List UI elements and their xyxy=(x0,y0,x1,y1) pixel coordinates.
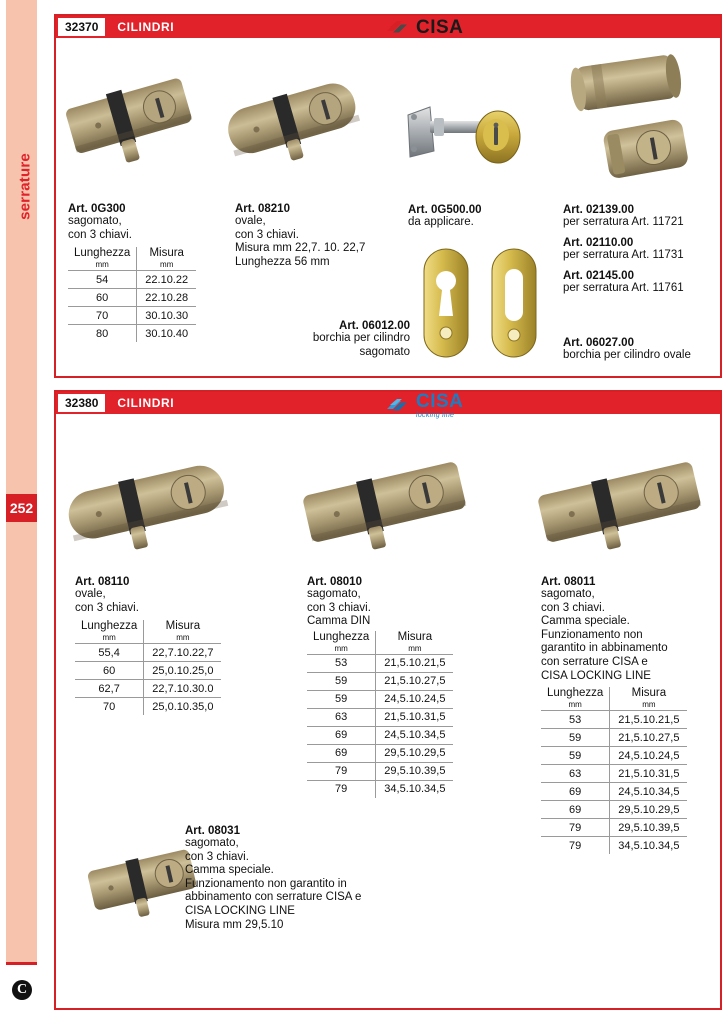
product-art-code: Art. 0G500.00 xyxy=(408,204,482,216)
product-art-code: Art. 08011 xyxy=(541,576,596,588)
cisa-mark-icon xyxy=(385,20,411,36)
product-image-0g300 xyxy=(62,60,202,180)
product-art-code: Art. 08210 xyxy=(235,203,290,215)
table-row: 63 21,5.10.31,5 xyxy=(307,708,453,726)
table-row: 59 24,5.10.24,5 xyxy=(307,690,453,708)
product-art-code: Art. 06027.00 xyxy=(563,337,634,349)
product-image-08031 xyxy=(86,820,196,940)
table-row: 55,4 22,7.10.22,7 xyxy=(75,644,221,662)
table-row: 54 22.10.22 xyxy=(68,271,196,289)
table-row: 62,7 22,7.10.30.0 xyxy=(75,680,221,698)
product-block-02110 xyxy=(563,237,684,263)
page-number-badge: 252 xyxy=(6,494,37,522)
col-header-misura: Misura mm xyxy=(144,620,222,644)
table-row: 70 25,0.10.35,0 xyxy=(75,698,221,716)
product-desc-line: ovale, xyxy=(235,215,266,227)
product-block-0g300 xyxy=(68,203,196,342)
product-art-code: Art. 02110.00 xyxy=(563,237,634,249)
spec-table-0g300 xyxy=(68,247,196,342)
table-row: 53 21,5.10.21,5 xyxy=(307,654,453,672)
product-desc-line: con serrature CISA e xyxy=(541,655,648,668)
product-art-code: Art. 08031 xyxy=(185,825,240,837)
product-desc-line: sagomato, xyxy=(307,588,361,600)
product-art-code: Art. 0G300 xyxy=(68,203,126,215)
product-image-08011 xyxy=(535,440,705,570)
product-block-02145 xyxy=(563,270,684,296)
product-block-08011 xyxy=(541,576,687,854)
sidebar-category-label: serrature xyxy=(16,153,34,220)
product-image-08110 xyxy=(62,440,232,570)
brand-logo-cisa-locking-line xyxy=(385,392,463,419)
product-block-08110 xyxy=(75,576,221,715)
col-header-misura: Misura mm xyxy=(376,631,454,655)
product-block-02139 xyxy=(563,204,684,230)
product-desc-line: sagomato, xyxy=(185,837,239,849)
product-image-02110 xyxy=(596,110,706,190)
product-desc-line: Funzionamento non xyxy=(541,628,643,641)
product-desc-line: Misura mm 22,7. 10. 22,7 xyxy=(235,242,366,255)
table-row: 60 25,0.10.25,0 xyxy=(75,662,221,680)
product-desc-line: sagomato, xyxy=(68,215,122,227)
product-art-code: Art. 02145.00 xyxy=(563,270,634,282)
product-image-06012 xyxy=(418,245,474,361)
product-desc-line: ovale, xyxy=(75,588,106,600)
table-row: 59 21,5.10.27,5 xyxy=(307,672,453,690)
table-row: 59 21,5.10.27,5 xyxy=(541,729,687,747)
product-art-code: Art. 08010 xyxy=(307,576,362,588)
product-desc-line: Camma DIN xyxy=(307,615,371,628)
product-image-08210 xyxy=(222,62,372,182)
col-header-lunghezza: Lunghezza mm xyxy=(547,687,604,710)
brand-logo-cisa xyxy=(385,18,463,37)
product-block-06012 xyxy=(250,320,410,359)
publisher-logo-icon: C xyxy=(12,980,32,1000)
col-header-misura: Misura mm xyxy=(610,687,688,711)
spec-table-08011 xyxy=(541,687,687,854)
product-desc-line: con 3 chiavi. xyxy=(307,601,371,614)
section-title: CILINDRI xyxy=(117,20,175,34)
table-row: 79 29,5.10.39,5 xyxy=(307,762,453,780)
product-image-08010 xyxy=(300,440,470,570)
product-desc-line: Camma speciale. xyxy=(541,615,630,628)
cisa-wordmark: CISA xyxy=(416,391,464,412)
table-row: 69 29,5.10.29,5 xyxy=(541,801,687,819)
product-desc-line: abbinamento con serrature CISA e xyxy=(185,891,362,904)
product-desc-line: Funzionamento non garantito in xyxy=(185,877,347,890)
product-desc-line: con 3 chiavi. xyxy=(235,228,299,241)
product-desc-line: Lunghezza 56 mm xyxy=(235,255,330,268)
spec-table-08010 xyxy=(307,631,453,798)
cisa-wordmark: CISA xyxy=(416,17,464,38)
product-block-08010 xyxy=(307,576,453,798)
product-block-08210 xyxy=(235,203,365,269)
product-desc-line: per serratura Art. 11761 xyxy=(563,282,684,294)
product-art-code: Art. 08110 xyxy=(75,576,130,588)
spec-table-08110 xyxy=(75,620,221,715)
col-header-lunghezza: Lunghezza mm xyxy=(74,247,131,270)
section-code: 32380 xyxy=(58,394,105,412)
product-desc-line: CISA LOCKING LINE xyxy=(185,904,295,917)
product-desc-line: Misura mm 29,5.10 xyxy=(185,918,284,931)
table-row: 63 21,5.10.31,5 xyxy=(541,765,687,783)
product-desc-line: borchia per cilindro xyxy=(312,332,410,344)
product-image-02139 xyxy=(566,48,696,118)
product-desc-line: con 3 chiavi. xyxy=(68,228,132,241)
table-row: 79 29,5.10.39,5 xyxy=(541,819,687,837)
product-block-0g500 xyxy=(408,204,482,230)
product-desc-line: da applicare. xyxy=(408,216,474,228)
product-desc-line: sagomato xyxy=(359,345,410,358)
product-art-code: Art. 02139.00 xyxy=(563,204,634,216)
product-desc-line: con 3 chiavi. xyxy=(541,601,605,614)
table-row: 70 30.10.30 xyxy=(68,307,196,325)
product-block-06027 xyxy=(563,337,691,363)
table-row: 69 29,5.10.29,5 xyxy=(307,744,453,762)
table-row: 69 24,5.10.34,5 xyxy=(541,783,687,801)
product-desc-line: sagomato, xyxy=(541,588,595,600)
cisa-tagline: locking line xyxy=(416,412,455,419)
table-row: 60 22.10.28 xyxy=(68,289,196,307)
product-desc-line: CISA LOCKING LINE xyxy=(541,669,651,682)
product-image-0g500 xyxy=(400,85,540,195)
product-art-code: Art. 06012.00 xyxy=(339,320,410,332)
product-desc-line: Camma speciale. xyxy=(185,864,274,877)
product-desc-line: con 3 chiavi. xyxy=(75,601,139,614)
product-desc-line: per serratura Art. 11731 xyxy=(563,249,684,261)
sidebar-bottom-rule xyxy=(6,962,37,965)
product-desc-line: con 3 chiavi. xyxy=(185,850,249,863)
table-row: 79 34,5.10.34,5 xyxy=(307,780,453,798)
cisa-mark-icon xyxy=(385,398,411,414)
col-header-lunghezza: Lunghezza mm xyxy=(81,620,138,643)
col-header-lunghezza: Lunghezza mm xyxy=(313,630,370,653)
product-image-06027 xyxy=(486,245,542,361)
section-code: 32370 xyxy=(58,18,105,36)
section-title: CILINDRI xyxy=(117,396,175,410)
table-row: 80 30.10.40 xyxy=(68,325,196,343)
table-row: 59 24,5.10.24,5 xyxy=(541,747,687,765)
table-row: 53 21,5.10.21,5 xyxy=(541,711,687,729)
table-row: 79 34,5.10.34,5 xyxy=(541,837,687,855)
col-header-misura: Misura mm xyxy=(137,247,196,271)
product-desc-line: garantito in abbinamento xyxy=(541,642,668,655)
table-row: 69 24,5.10.34,5 xyxy=(307,726,453,744)
product-desc-line: borchia per cilindro ovale xyxy=(563,349,691,361)
sidebar-band xyxy=(6,0,37,964)
product-block-08031 xyxy=(185,825,361,932)
product-desc-line: per serratura Art. 11721 xyxy=(563,216,684,228)
